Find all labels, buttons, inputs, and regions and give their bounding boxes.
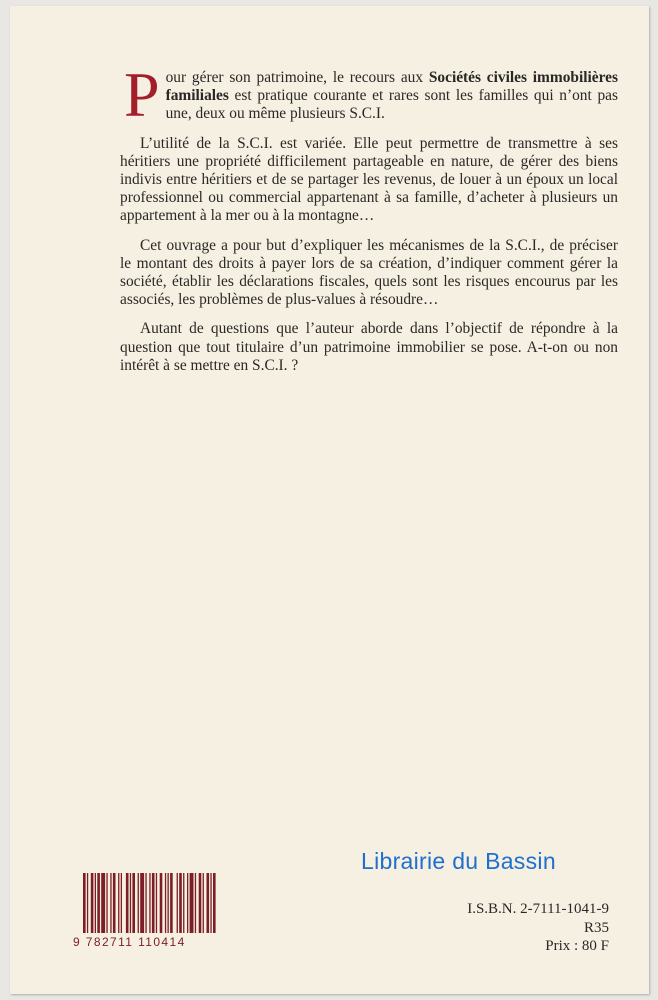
barcode-bar xyxy=(113,873,116,933)
paragraph-1-lead: our gérer son patrimoine, le recours aux xyxy=(165,69,429,86)
barcode-bar xyxy=(138,873,139,933)
barcode-bar xyxy=(210,873,211,933)
publication-info xyxy=(467,900,609,956)
paragraph-1 xyxy=(120,59,618,130)
price: Prix : 80 F xyxy=(545,938,609,954)
barcode-bar xyxy=(213,873,216,933)
barcode-bar xyxy=(132,873,135,933)
barcode-bar xyxy=(110,873,111,933)
barcode-bar xyxy=(177,873,178,933)
back-cover xyxy=(10,6,649,994)
barcode-bar xyxy=(145,873,146,933)
barcode-bar xyxy=(126,873,129,933)
paragraph-3: Cet ouvrage a pour but d’expliquer les mécanismes de la S.C.I., de préciser le montant des droits à payer lors de sa création, d’indiquer comment gérer la société, établir les déclarations fiscales, quels sont les risques encourus par les associés, les problèmes de plus-values à résoudre… xyxy=(120,236,618,309)
barcode-bar xyxy=(106,873,107,933)
barcode-bars xyxy=(73,873,221,935)
barcode-bar xyxy=(199,873,202,933)
barcode-bar xyxy=(187,873,188,933)
isbn: I.S.B.N. 2-7111-1041-9 xyxy=(467,901,609,917)
barcode-bar xyxy=(165,873,166,933)
barcode-bar xyxy=(160,873,163,933)
barcode-bar xyxy=(121,873,122,933)
barcode-bar xyxy=(87,873,88,933)
bookshop-stamp: Librairie du Bassin xyxy=(361,848,556,874)
barcode-bar xyxy=(168,873,169,933)
paragraph-1-tail: est pratique courante et rares sont les familles qui n’ont pas une, deux ou même plusieurs S.C.I. xyxy=(165,87,618,123)
barcode-bar xyxy=(95,873,96,933)
barcode-digits: 9 782711 110414 xyxy=(73,935,186,949)
barcode-bar xyxy=(203,873,204,933)
barcode-bar xyxy=(83,873,86,933)
barcode-bar xyxy=(190,873,194,933)
drop-cap: P xyxy=(124,59,160,130)
barcode-bar xyxy=(183,873,184,933)
barcode-bar xyxy=(118,873,119,933)
barcode-bar xyxy=(195,873,196,933)
barcode-bar xyxy=(207,873,210,933)
barcode-bar xyxy=(149,873,150,933)
barcode xyxy=(73,873,221,951)
paragraph-4: Autant de questions que l’auteur aborde dans l’objectif de répondre à la question que tout titulaire d’un patrimoine immobilier se pose. A-t-on ou non intérêt à se mettre en S.C.I. ? xyxy=(120,320,618,374)
paragraph-1-bold: Sociétés civiles immobilières familiales xyxy=(165,69,618,105)
barcode-bar xyxy=(130,873,131,933)
barcode-bar xyxy=(156,873,157,933)
blurb xyxy=(120,59,618,386)
barcode-bar xyxy=(140,873,144,933)
barcode-bar xyxy=(97,873,100,933)
reference-code: R35 xyxy=(583,919,609,936)
barcode-bar xyxy=(91,873,94,933)
barcode-bar xyxy=(101,873,105,933)
paragraph-2: L’utilité de la S.C.I. est variée. Elle peut permettre de transmettre à ses héritiers une propriété difficilement partageable en nature, de gérer des biens indivis entre héritiers et de se partager les revenus, de louer à un époux un local professionnel ou commercial appartenant à sa famille, d’acheter à plusieurs un appartement à la mer ou à la montagne… xyxy=(120,134,618,225)
barcode-bar xyxy=(152,873,155,933)
barcode-bar xyxy=(170,873,173,933)
barcode-bar xyxy=(179,873,182,933)
